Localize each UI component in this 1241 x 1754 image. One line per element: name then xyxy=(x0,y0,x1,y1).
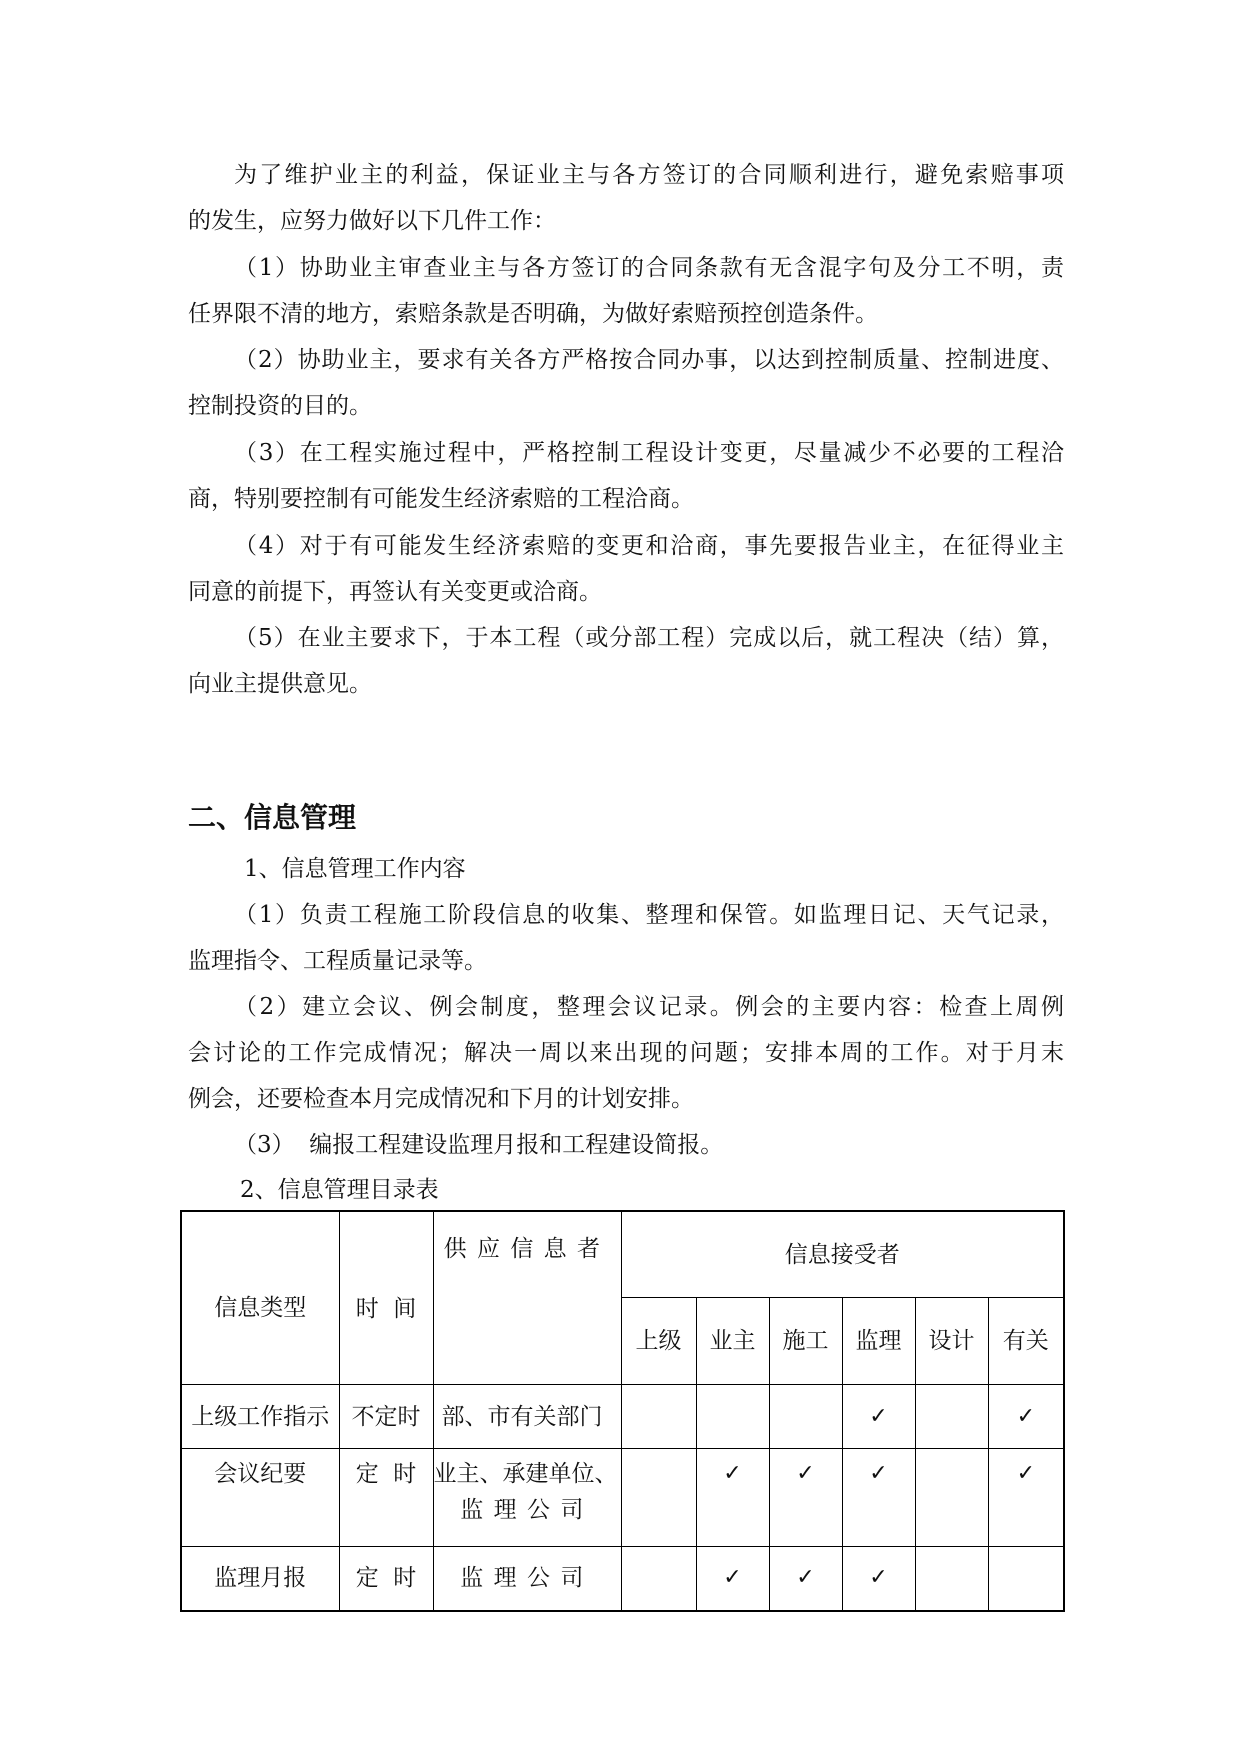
item3-line-2: 商，特别要控制有可能发生经济索赔的工程洽商。 xyxy=(188,486,694,512)
row3-check-design xyxy=(915,1547,988,1611)
row2-check-design xyxy=(915,1449,988,1547)
row2-check-superior xyxy=(621,1449,696,1547)
row2-supplier-line-1: 业主、承建单位、 xyxy=(433,1461,618,1487)
row3-time: 定 时 xyxy=(339,1547,433,1611)
p2-line-1: （2）建立会议、例会制度，整理会议记录。例会的主要内容：检查上周例 xyxy=(234,994,1064,1020)
p2-line-2: 会讨论的工作完成情况；解决一周以来出现的问题；安排本周的工作。对于月末 xyxy=(188,1040,1064,1066)
row1-check-related: ✓ xyxy=(988,1385,1064,1449)
row1-check-owner xyxy=(696,1385,769,1449)
row2-check-related: ✓ xyxy=(988,1449,1064,1547)
item4-line-2: 同意的前提下，再签认有关变更或洽商。 xyxy=(188,579,602,605)
table-header-row xyxy=(181,1211,1064,1298)
p2-line-3: 例会，还要检查本月完成情况和下月的计划安排。 xyxy=(188,1086,694,1112)
section-heading: 二、信息管理 xyxy=(188,801,357,834)
item4-line-1: （4）对于有可能发生经济索赔的变更和洽商，事先要报告业主，在征得业主 xyxy=(234,533,1064,559)
header-receivers: 信息接受者 xyxy=(621,1211,1064,1298)
header-col-owner: 业主 xyxy=(696,1298,769,1385)
row1-check-superior xyxy=(621,1385,696,1449)
intro-line-1: 为了维护业主的利益，保证业主与各方签订的合同顺利进行，避免索赔事项 xyxy=(234,162,1064,188)
row3-check-supervision: ✓ xyxy=(842,1547,915,1611)
row3-check-owner: ✓ xyxy=(696,1547,769,1611)
p3-line: （3） 编报工程建设监理月报和工程建设简报。 xyxy=(234,1132,724,1158)
header-col-design: 设计 xyxy=(915,1298,988,1385)
row1-supplier: 部、市有关部门 xyxy=(433,1385,621,1449)
row3-check-superior xyxy=(621,1547,696,1611)
row2-supplier-line-2: 监理公司 xyxy=(460,1497,594,1523)
row2-time: 定 时 xyxy=(339,1449,433,1547)
item1-line-2: 任界限不清的地方，索赔条款是否明确，为做好索赔预控创造条件。 xyxy=(188,301,878,327)
table-row xyxy=(181,1449,1064,1547)
row1-type: 上级工作指示 xyxy=(181,1385,339,1449)
item3-line-1: （3）在工程实施过程中，严格控制工程设计变更，尽量减少不必要的工程洽 xyxy=(234,440,1064,466)
subheading-2: 2、信息管理目录表 xyxy=(240,1177,439,1203)
header-supplier: 供应信息者 xyxy=(433,1211,621,1385)
item1-line-1: （1）协助业主审查业主与各方签订的合同条款有无含混字句及分工不明，责 xyxy=(234,255,1064,281)
row2-type: 会议纪要 xyxy=(181,1449,339,1547)
row1-time: 不定时 xyxy=(339,1385,433,1449)
header-col-supervision: 监理 xyxy=(842,1298,915,1385)
subheading-1: 1、信息管理工作内容 xyxy=(244,856,466,882)
row3-type: 监理月报 xyxy=(181,1547,339,1611)
p1-line-1: （1）负责工程施工阶段信息的收集、整理和保管。如监理日记、天气记录， xyxy=(234,902,1064,928)
header-type: 信息类型 xyxy=(181,1211,339,1385)
row3-supplier: 监理公司 xyxy=(433,1547,621,1611)
info-directory-table xyxy=(180,1210,1065,1612)
row2-supplier xyxy=(433,1449,621,1547)
header-col-superior: 上级 xyxy=(621,1298,696,1385)
row2-check-owner: ✓ xyxy=(696,1449,769,1547)
row1-check-supervision: ✓ xyxy=(842,1385,915,1449)
table-row xyxy=(181,1385,1064,1449)
p1-line-2: 监理指令、工程质量记录等。 xyxy=(188,948,487,974)
item5-line-1: （5）在业主要求下，于本工程（或分部工程）完成以后，就工程决（结）算， xyxy=(234,625,1064,651)
row1-check-construction xyxy=(769,1385,842,1449)
item2-line-2: 控制投资的目的。 xyxy=(188,393,372,419)
header-time: 时 间 xyxy=(339,1211,433,1385)
header-col-construction: 施工 xyxy=(769,1298,842,1385)
intro-line-2: 的发生，应努力做好以下几件工作： xyxy=(188,208,556,234)
row3-check-construction: ✓ xyxy=(769,1547,842,1611)
header-col-related: 有关 xyxy=(988,1298,1064,1385)
item2-line-1: （2）协助业主，要求有关各方严格按合同办事，以达到控制质量、控制进度、 xyxy=(234,347,1064,373)
table-row xyxy=(181,1547,1064,1611)
row1-check-design xyxy=(915,1385,988,1449)
row3-check-related xyxy=(988,1547,1064,1611)
item5-line-2: 向业主提供意见。 xyxy=(188,671,372,697)
row2-check-supervision: ✓ xyxy=(842,1449,915,1547)
row2-check-construction: ✓ xyxy=(769,1449,842,1547)
